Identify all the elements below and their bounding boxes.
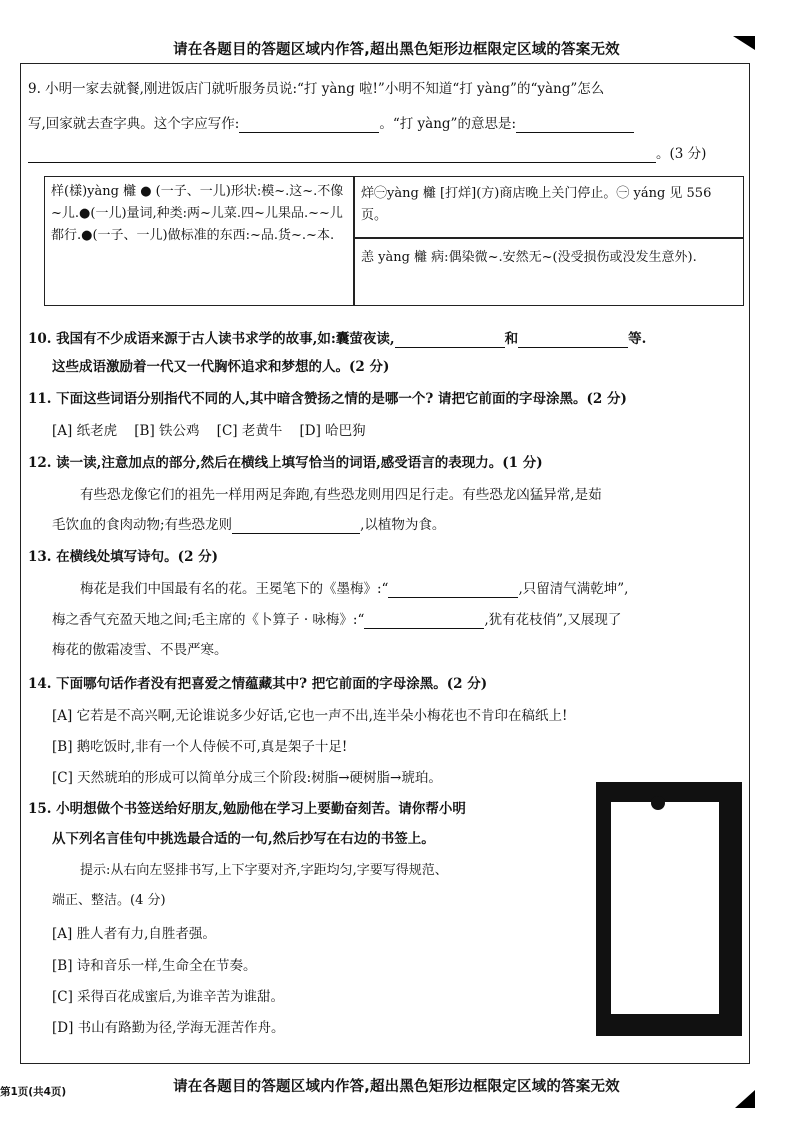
page-number: 第1页(共4页) — [0, 1086, 67, 1098]
q13-para2-a: 梅之香气充盈天地之间;毛主席的《卜算子 · 咏梅》:“ — [52, 612, 365, 628]
q11-option-a[interactable]: [A] 纸老虎 — [52, 423, 118, 439]
q13-para3: 梅花的傲霜凌雪、不畏严寒。 — [52, 642, 228, 658]
q9-line2 — [28, 115, 634, 133]
q9-line2-a: 写,回家就去查字典。这个字应写作: — [28, 116, 240, 132]
q10-line2: 这些成语激励着一代又一代胸怀追求和梦想的人。(2 分) — [52, 359, 390, 375]
q12-para2 — [52, 516, 445, 534]
q15-line1: 15. 小明想做个书签送给好朋友,勉励他在学习上要勤奋刻苦。请你帮小明 — [28, 801, 466, 817]
q15-option-c[interactable]: [C] 采得百花成蜜后,为谁辛苦为谁甜。 — [52, 989, 284, 1005]
q12-para2-a: 毛饮血的食肉动物;有些恐龙则 — [52, 517, 233, 533]
q10-line1-a: 10. 我国有不少成语来源于古人读书求学的故事,如:囊萤夜读, — [28, 331, 395, 347]
footer-notice: 请在各题目的答题区域内作答,超出黑色矩形边框限定区域的答案无效 — [173, 1079, 620, 1095]
header-notice: 请在各题目的答题区域内作答,超出黑色矩形边框限定区域的答案无效 — [173, 42, 620, 58]
dict-entry-yang-close: 烊㊀yàng 㰚 [打烊](方)商店晚上关门停止。㊀ yáng 见 556 页。 — [361, 186, 712, 223]
q14-option-a[interactable]: [A] 它若是不高兴啊,无论谁说多少好话,它也一声不出,连半朵小梅花也不肯印在稿纸上! — [52, 708, 568, 724]
q15-option-b[interactable]: [B] 诗和音乐一样,生命全在节奏。 — [52, 958, 257, 974]
q13-para1-b: ,只留清气满乾坤”, — [518, 581, 629, 597]
q10-line1 — [28, 330, 646, 348]
bookmark-answer-box[interactable] — [596, 782, 742, 1036]
q15-option-d[interactable]: [D] 书山有路勤为径,学海无涯苦作舟。 — [52, 1020, 285, 1036]
q11-options — [52, 422, 366, 440]
q10-blank-1[interactable] — [395, 333, 505, 348]
q13-para1 — [80, 580, 628, 598]
q15-hint1: 提示:从右向左竖排书写,上下字要对齐,字距均匀,字要写得规范、 — [80, 863, 448, 878]
q14-option-c[interactable]: [C] 天然琥珀的形成可以简单分成三个阶段:树脂→硬树脂→琥珀。 — [52, 770, 442, 786]
q9-blank-char[interactable] — [239, 118, 379, 133]
corner-mark-bottom — [735, 1090, 755, 1108]
q13-blank-1[interactable] — [388, 583, 518, 598]
q12-stem: 12. 读一读,注意加点的部分,然后在横线上填写恰当的词语,感受语言的表现力。(1 分) — [28, 455, 543, 471]
q11-option-c[interactable]: [C] 老黄牛 — [216, 423, 283, 439]
q9-line1: 9. 小明一家去就餐,刚进饭店门就听服务员说:“打 yàng 啦!”小明不知道“打 yàng”的“yàng”怎么 — [28, 81, 605, 97]
q13-blank-2[interactable] — [364, 614, 484, 629]
q11-stem: 11. 下面这些词语分别指代不同的人,其中暗含赞扬之情的是哪一个? 请把它前面的字母涂黑。(2 分) — [28, 391, 627, 407]
q12-blank[interactable] — [232, 519, 360, 534]
q15-line2: 从下列名言佳句中挑选最合适的一句,然后抄写在右边的书签上。 — [52, 831, 435, 847]
q14-option-b[interactable]: [B] 鹅吃饭时,非有一个人侍候不可,真是架子十足! — [52, 739, 348, 755]
q10-line1-b: 和 — [504, 331, 519, 347]
q13-stem: 13. 在横线处填写诗句。(2 分) — [28, 549, 219, 565]
q12-para2-b: ,以植物为食。 — [360, 517, 446, 533]
q11-option-b[interactable]: [B] 铁公鸡 — [134, 423, 200, 439]
q9-score: 。(3 分) — [656, 146, 707, 162]
dict-entry-yang-shape: 样(樣)yàng 㰚 ● (一子、一儿)形状:模~.这~.不像~儿.●(一儿)量词,种类:两~儿菜.四~儿果品.~~儿都行.●(一子、一儿)做标准的东西:~品.货~.~本. — [51, 184, 344, 243]
table-divider-vertical — [353, 177, 355, 305]
table-divider-horizontal — [353, 237, 743, 239]
q12-para1: 有些恐龙像它们的祖先一样用两足奔跑,有些恐龙则用四足行走。有些恐龙凶猛异常,是茹 — [80, 487, 602, 503]
q15-option-a[interactable]: [A] 胜人者有力,自胜者强。 — [52, 926, 216, 942]
bookmark-hole-icon — [651, 796, 665, 810]
q13-para1-a: 梅花是我们中国最有名的花。王冕笔下的《墨梅》:“ — [80, 581, 389, 597]
q9-blank-meaning-2[interactable] — [28, 148, 656, 163]
q11-option-d[interactable]: [D] 哈巴狗 — [299, 423, 366, 439]
corner-mark-top — [733, 36, 755, 50]
dictionary-table — [44, 176, 744, 306]
q10-line1-c: 等. — [628, 331, 647, 347]
bookmark-writing-area[interactable] — [611, 802, 719, 1014]
q10-blank-2[interactable] — [518, 333, 628, 348]
q9-line2-b: 。“打 yàng”的意思是: — [379, 116, 516, 132]
q15-hint2: 端正、整洁。(4 分) — [52, 893, 166, 908]
dict-entry-yang-illness: 恙 yàng 㰚 病:偶染微~.安然无~(没受损伤或没发生意外). — [361, 250, 697, 265]
q9-blank-meaning-1[interactable] — [516, 118, 634, 133]
q13-para2 — [52, 611, 621, 629]
q9-line3 — [28, 145, 706, 163]
q13-para2-b: ,犹有花枝俏”,又展现了 — [484, 612, 622, 628]
q14-stem: 14. 下面哪句话作者没有把喜爱之情蕴藏其中? 把它前面的字母涂黑。(2 分) — [28, 676, 488, 692]
